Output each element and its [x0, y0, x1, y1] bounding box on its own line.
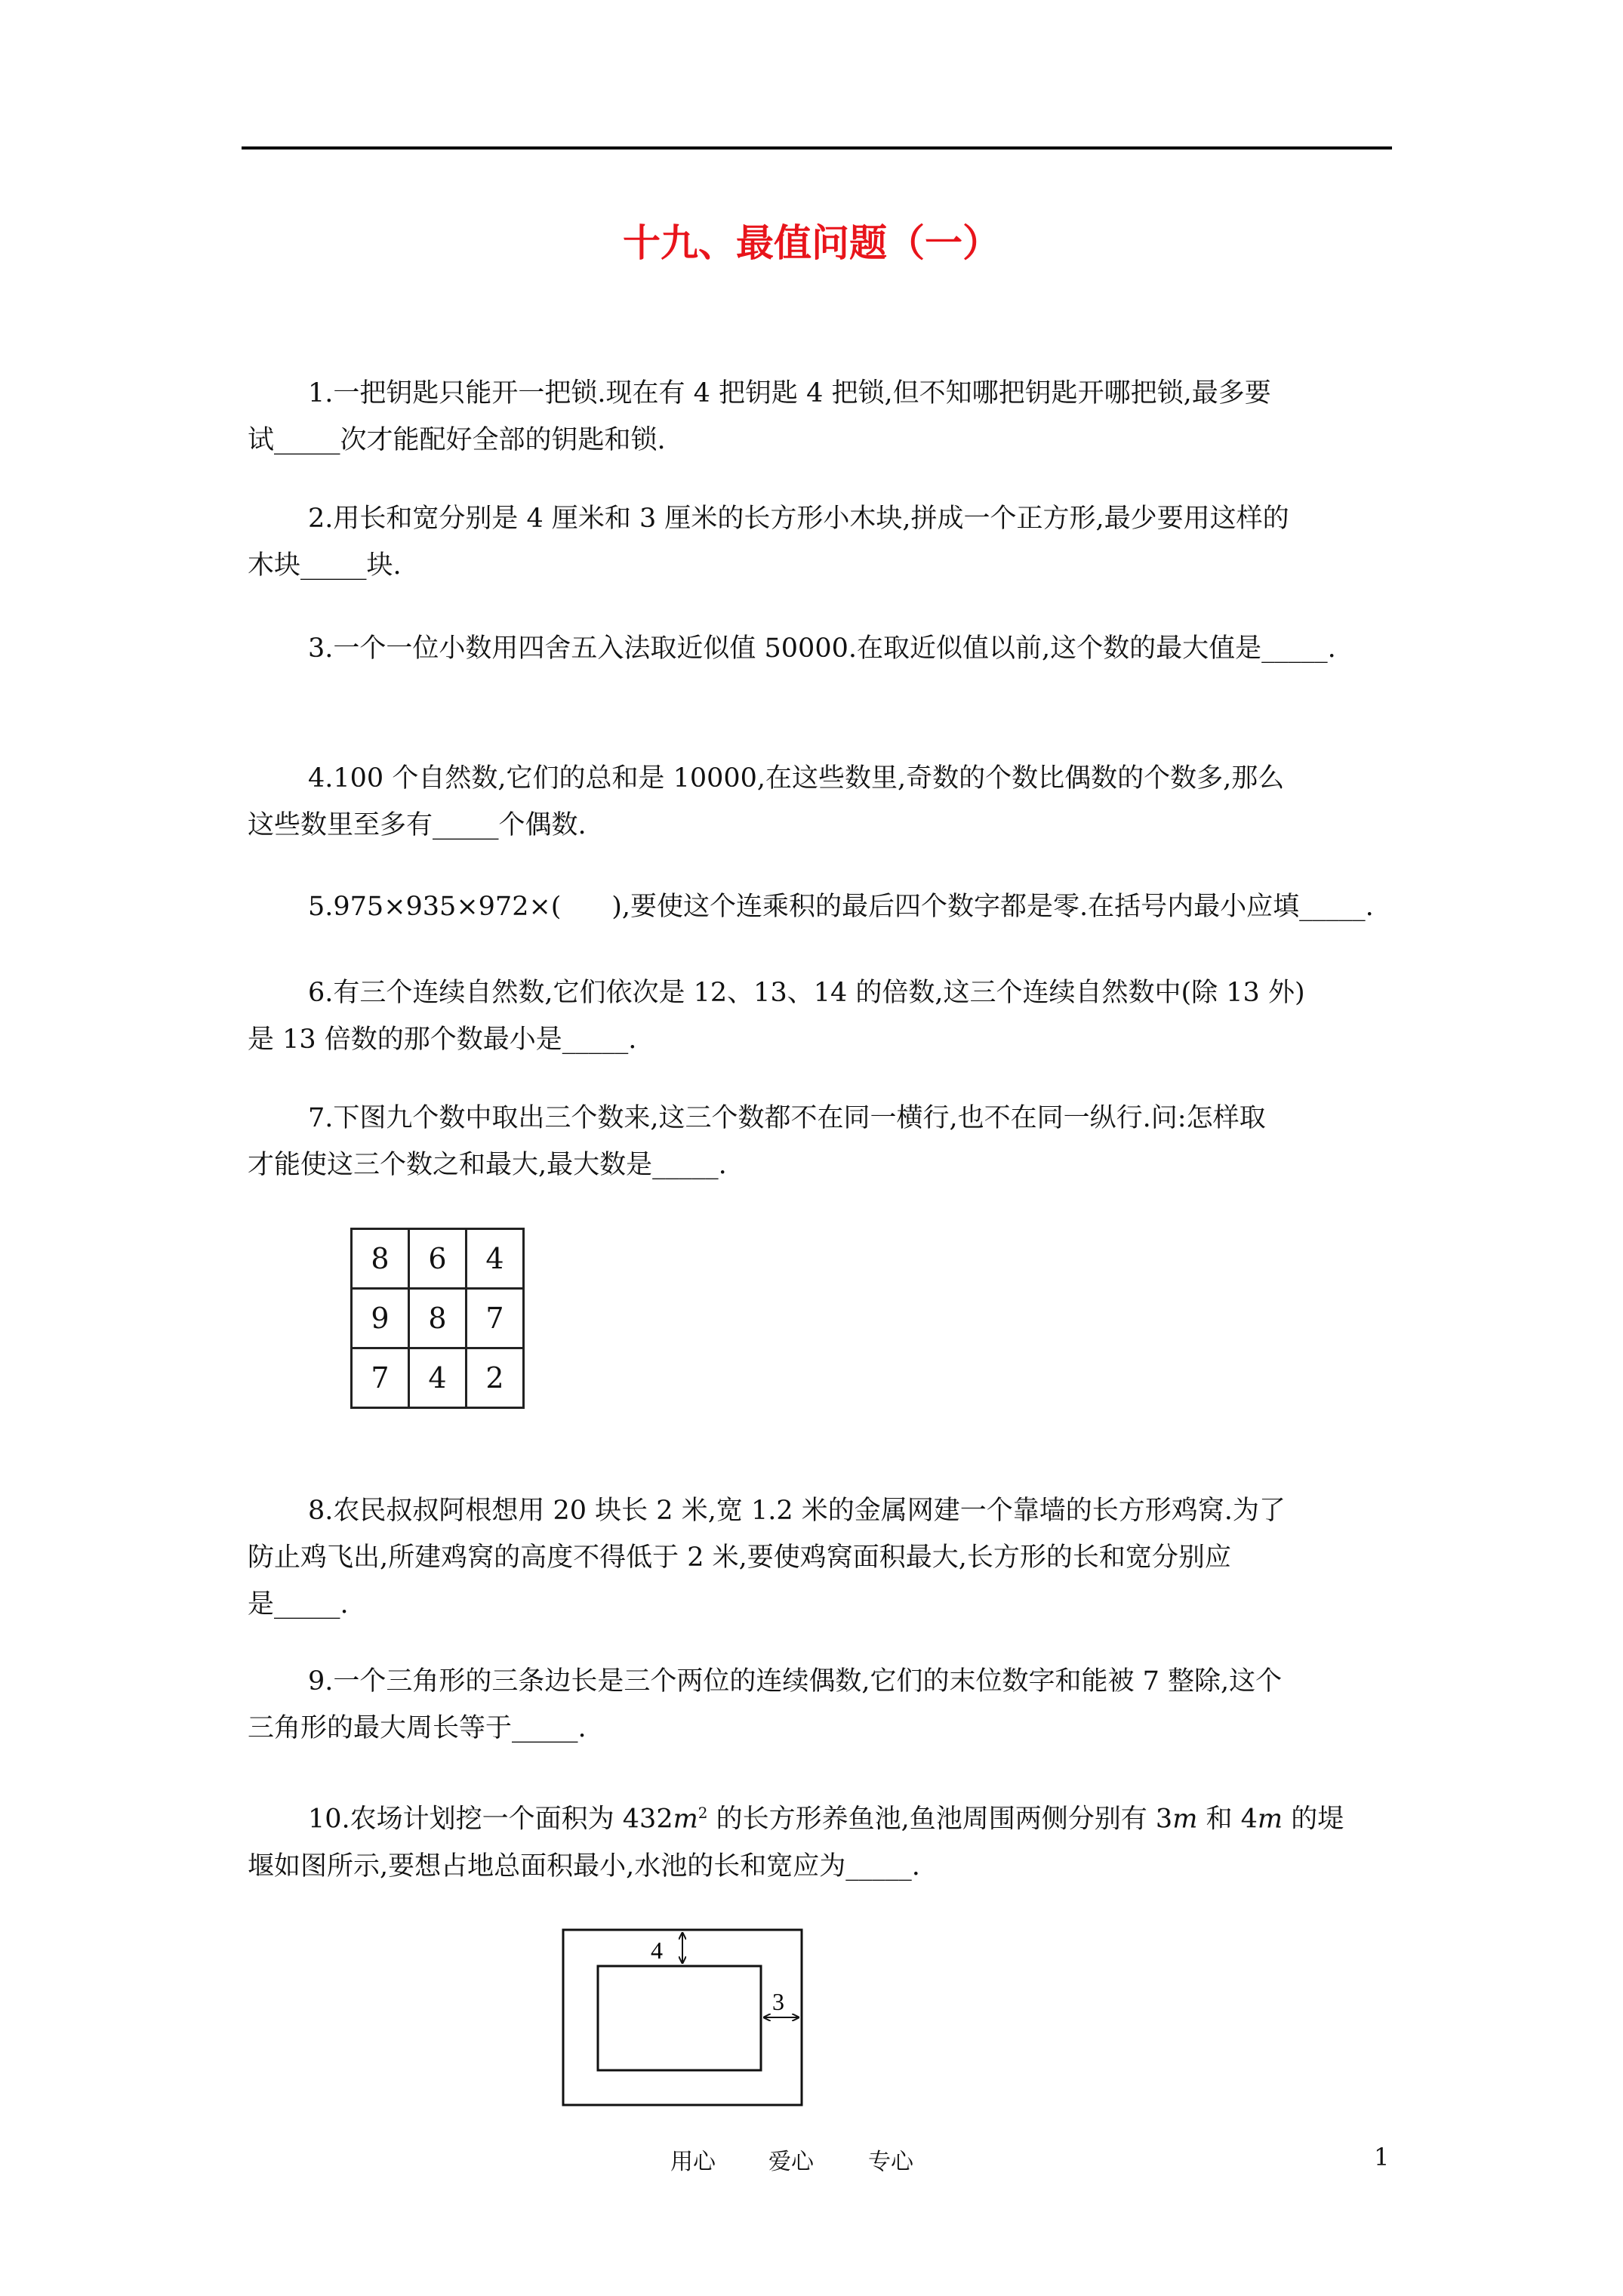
grid-cell: 4 [409, 1348, 467, 1408]
top-dimension-label: 4 [651, 1937, 663, 1964]
footer-item: 专心 [868, 2149, 913, 2175]
question-5-line-1: 5.975×935×972×( ),要使这个连乘积的最后四个数字都是零.在括号内最小应填_____. [308, 892, 1374, 922]
question-3 [248, 625, 1403, 672]
q10-text-a: 10.农场计划挖一个面积为 432 [308, 1804, 673, 1835]
q10-text-c: 和 4 [1197, 1804, 1258, 1835]
grid-cell: 6 [409, 1229, 467, 1289]
footer-item: 用心 [670, 2149, 716, 2175]
q10-text-d: 的堤 [1283, 1804, 1344, 1835]
fishpond-diagram [559, 1925, 815, 2114]
question-4-line-2: 这些数里至多有_____个偶数. [248, 810, 587, 840]
question-10 [248, 1789, 1403, 1890]
question-6-line-1: 6.有三个连续自然数,它们依次是 12、13、14 的倍数,这三个连续自然数中(除 13 外) [308, 978, 1305, 1008]
grid-row [352, 1348, 524, 1408]
pond-rectangle [598, 1966, 761, 2070]
question-9 [248, 1658, 1403, 1752]
question-7-line-1: 7.下图九个数中取出三个数来,这三个数都不在同一横行,也不在同一纵行.问:怎样取 [308, 1103, 1266, 1133]
grid-row [352, 1289, 524, 1348]
grid-cell: 8 [352, 1229, 409, 1289]
grid-cell: 8 [409, 1289, 467, 1348]
question-2-line-1: 2.用长和宽分别是 4 厘米和 3 厘米的长方形小木块,拼成一个正方形,最少要用这样的 [308, 504, 1289, 534]
q10-unit-b: m [1172, 1804, 1198, 1835]
q10-text-b: 的长方形养鱼池,鱼池周围两侧分别有 3 [707, 1804, 1173, 1835]
question-2 [248, 495, 1403, 589]
question-7 [248, 1095, 1403, 1188]
question-1-line-2: 试_____次才能配好全部的钥匙和锁. [248, 425, 666, 455]
question-2-line-2: 木块_____块. [248, 550, 402, 581]
question-4 [248, 755, 1403, 849]
question-8-line-2: 防止鸡飞出,所建鸡窝的高度不得低于 2 米,要使鸡窝面积最大,长方形的长和宽分别应 [248, 1542, 1231, 1573]
question-9-line-1: 9.一个三角形的三条边长是三个两位的连续偶数,它们的末位数字和能被 7 整除,这个 [308, 1666, 1283, 1697]
grid-row [352, 1229, 524, 1289]
question-8 [248, 1487, 1403, 1628]
question-1-line-1: 1.一把钥匙只能开一把锁.现在有 4 把钥匙 4 把锁,但不知哪把钥匙开哪把锁,最多要 [308, 378, 1271, 408]
question-6-line-2: 是 13 倍数的那个数最小是_____. [248, 1025, 637, 1055]
page-number: 1 [1374, 2143, 1390, 2171]
grid-cell: 4 [467, 1229, 524, 1289]
question-3-line-1: 3.一个一位小数用四舍五入法取近似值 50000.在取近似值以前,这个数的最大值是_____. [308, 633, 1336, 664]
question-9-line-2: 三角形的最大周长等于_____. [248, 1713, 587, 1743]
q10-exponent: 2 [698, 1804, 708, 1822]
question-6 [248, 969, 1403, 1063]
grid-cell: 7 [467, 1289, 524, 1348]
question-10-line-2: 堰如图所示,要想占地总面积最小,水池的长和宽应为_____. [248, 1851, 920, 1881]
side-dimension-label: 3 [772, 1988, 784, 2015]
question-7-line-2: 才能使这三个数之和最大,最大数是_____. [248, 1150, 727, 1180]
footer-item: 爱心 [768, 2149, 814, 2175]
question-1 [248, 370, 1403, 464]
grid-cell: 7 [352, 1348, 409, 1408]
question-8-line-3: 是_____. [248, 1589, 349, 1620]
question-8-line-1: 8.农民叔叔阿根想用 20 块长 2 米,宽 1.2 米的金属网建一个靠墙的长方形鸡窝.为了 [308, 1496, 1286, 1526]
number-grid [350, 1228, 525, 1409]
q10-unit-c: m [1257, 1804, 1283, 1835]
question-10-line-1 [248, 1789, 1403, 1843]
question-4-line-1: 4.100 个自然数,它们的总和是 10000,在这些数里,奇数的个数比偶数的个数多,那么 [308, 763, 1285, 794]
q10-unit-a: m [673, 1804, 698, 1835]
header-rule [242, 146, 1392, 149]
page-title: 十九、最值问题（一） [623, 221, 1000, 265]
grid-cell: 2 [467, 1348, 524, 1408]
grid-cell: 9 [352, 1289, 409, 1348]
question-5 [248, 883, 1403, 930]
